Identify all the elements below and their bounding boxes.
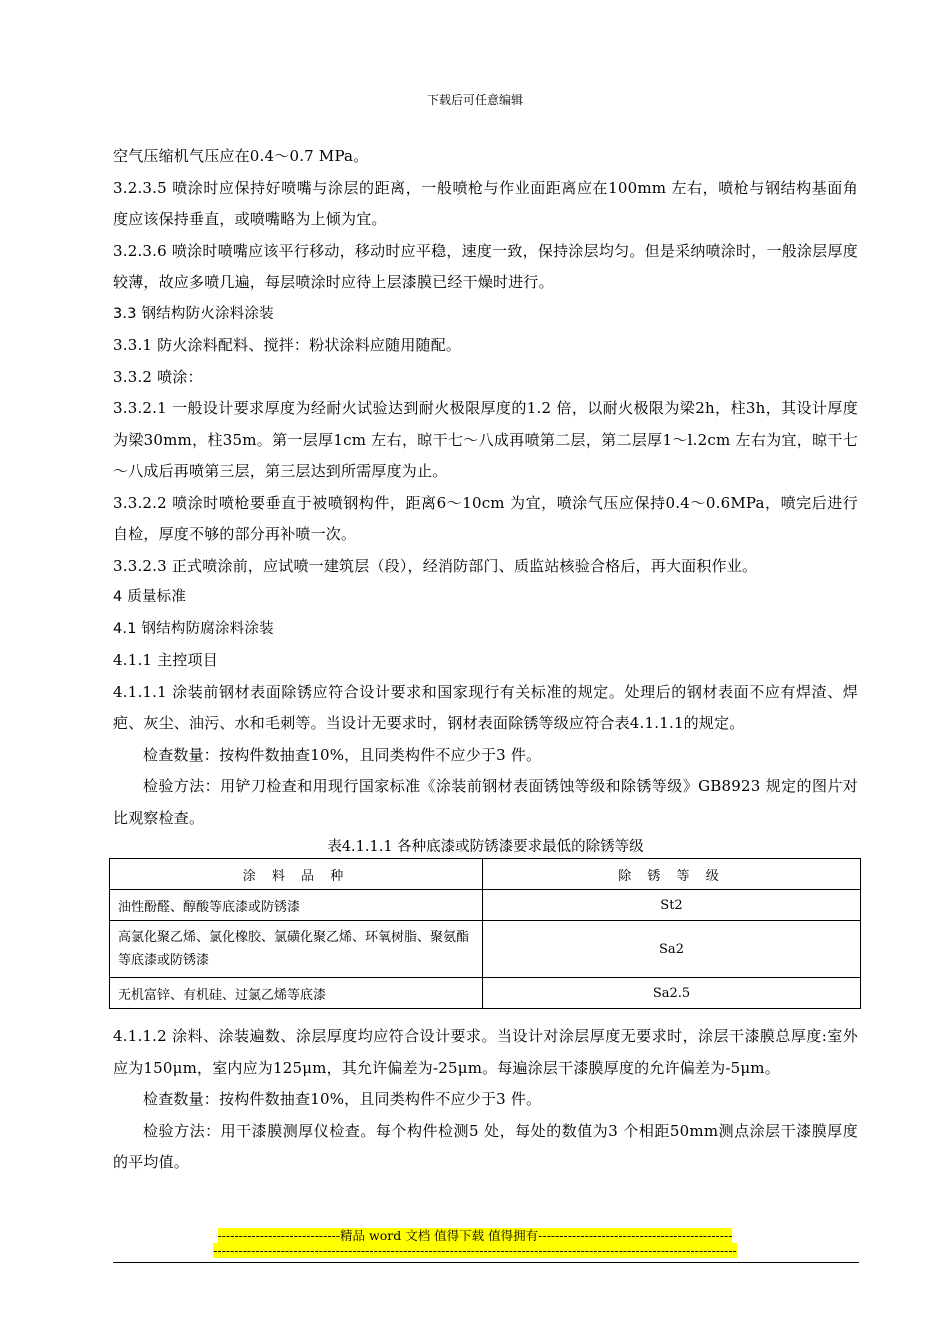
paragraph: 3.3.2.3 正式喷涂前，应试喷一建筑层（段），经消防部门、质监站核验合格后，再大面积作业。 (113, 556, 758, 575)
document-body (113, 141, 858, 1179)
table-cell: Sa2 (483, 921, 861, 978)
table-cell: Sa2.5 (483, 978, 861, 1009)
paragraph: 4.1.1.2 涂料、涂装遍数、涂层厚度均应符合设计要求。当设计对涂层厚度无要求时，涂层干漆膜总厚度:室外应为150μm，室内应为125μm，其允许偏差为-25μm。每遍涂层干漆膜厚度的允许偏差为-5μm。 (113, 1027, 858, 1077)
table-header-row (110, 859, 861, 890)
paragraph: 3.2.3.5 喷涂时应保持好喷嘴与涂层的距离，一般喷枪与作业面距离应在100mm 左右，喷枪与钢结构基面角度应该保持垂直，或喷嘴略为上倾为宜。 (113, 178, 858, 228)
paragraph: 检验方法：用干漆膜测厚仪检查。每个构件检测5 处，每处的数值为3 个相距50mm测点涂层干漆膜厚度的平均值。 (113, 1121, 858, 1171)
paragraph: 3.2.3.6 喷涂时喷嘴应该平行移动，移动时应平稳，速度一致，保持涂层均匀。但是采纳喷涂时，一般涂层厚度较薄，故应多喷几遍，每层喷涂时应待上层漆膜已经干燥时进行。 (113, 241, 858, 291)
section-heading: 4 质量标准 (113, 589, 187, 605)
paragraph: 3.3.2.1 一般设计要求厚度为经耐火试验达到耐火极限厚度的1.2 倍，以耐火极限为梁2h，柱3h，其设计厚度为梁30mm，柱35m。第一层厚1cm 左右，晾干七～八成再喷第二层，第二层厚1～l.2cm 左右为宜，晾干七～八成后再喷第三层，第三层达到所需厚度为止。 (113, 399, 858, 480)
table-row (110, 890, 861, 921)
section-heading: 4.1 钢结构防腐涂料涂装 (113, 620, 274, 637)
footer-line-2 (0, 1243, 950, 1258)
paragraphs-top (113, 141, 858, 834)
paragraph: 3.3.2.2 喷涂时喷枪要垂直于被喷钢构件，距离6～10cm 为宜，喷涂气压应保持0.4～0.6MPa，喷完后进行自检，厚度不够的部分再补喷一次。 (113, 493, 858, 543)
paragraph: 检验方法：用铲刀检查和用现行国家标准《涂装前钢材表面锈蚀等级和除锈等级》GB8923 规定的图片对比观察检查。 (113, 777, 858, 827)
footer-highlight-text: -----------------------------精品 word 文档 值得下载 值得拥有---------------------------------------------- (217, 1228, 733, 1243)
section-heading: 3.3 钢结构防火涂料涂装 (113, 305, 274, 322)
table-header-cell: 涂 料 品 种 (110, 859, 483, 890)
paragraph: 4.1.1 主控项目 (113, 651, 218, 669)
rust-removal-table (109, 858, 861, 1009)
footer-line-1 (0, 1226, 950, 1244)
table-row (110, 978, 861, 1009)
paragraph: 3.3.1 防火涂料配料、搅拌：粉状涂料应随用随配。 (113, 336, 462, 354)
page-header: 下载后可任意编辑 (426, 93, 523, 107)
paragraphs-bottom (113, 1021, 858, 1179)
table-caption: 表4.1.1.1 各种底漆或防锈漆要求最低的除锈等级 (327, 839, 644, 855)
table-header-cell: 除 锈 等 级 (483, 859, 861, 890)
footer-divider (113, 1262, 859, 1263)
table-cell: 油性酚醛、醇酸等底漆或防锈漆 (110, 890, 483, 921)
paragraph: 检查数量：按构件数抽查10%，且同类构件不应少于3 件。 (143, 745, 542, 764)
table-row (110, 921, 861, 978)
paragraph: 4.1.1.1 涂装前钢材表面除锈应符合设计要求和国家现行有关标准的规定。处理后的钢材表面不应有焊渣、焊疤、灰尘、油污、水和毛刺等。当设计无要求时，钢材表面除锈等级应符合表4.1.1.1的规定。 (113, 682, 858, 732)
table-cell: 无机富锌、有机硅、过氯乙烯等底漆 (110, 978, 483, 1009)
paragraph: 3.3.2 喷涂： (113, 367, 203, 386)
paragraph: 空气压缩机气压应在0.4～0.7 MPa。 (113, 147, 369, 165)
paragraph: 检查数量：按构件数抽查10%，且同类构件不应少于3 件。 (143, 1090, 542, 1108)
table-cell: 高氯化聚乙烯、氯化橡胶、氯磺化聚乙烯、环氧树脂、聚氨酯等底漆或防锈漆 (110, 921, 483, 978)
table-cell: St2 (483, 890, 861, 921)
footer-highlight-dashes: ---------------------------------------------------------------------------------------------------------------------------- (213, 1243, 737, 1258)
